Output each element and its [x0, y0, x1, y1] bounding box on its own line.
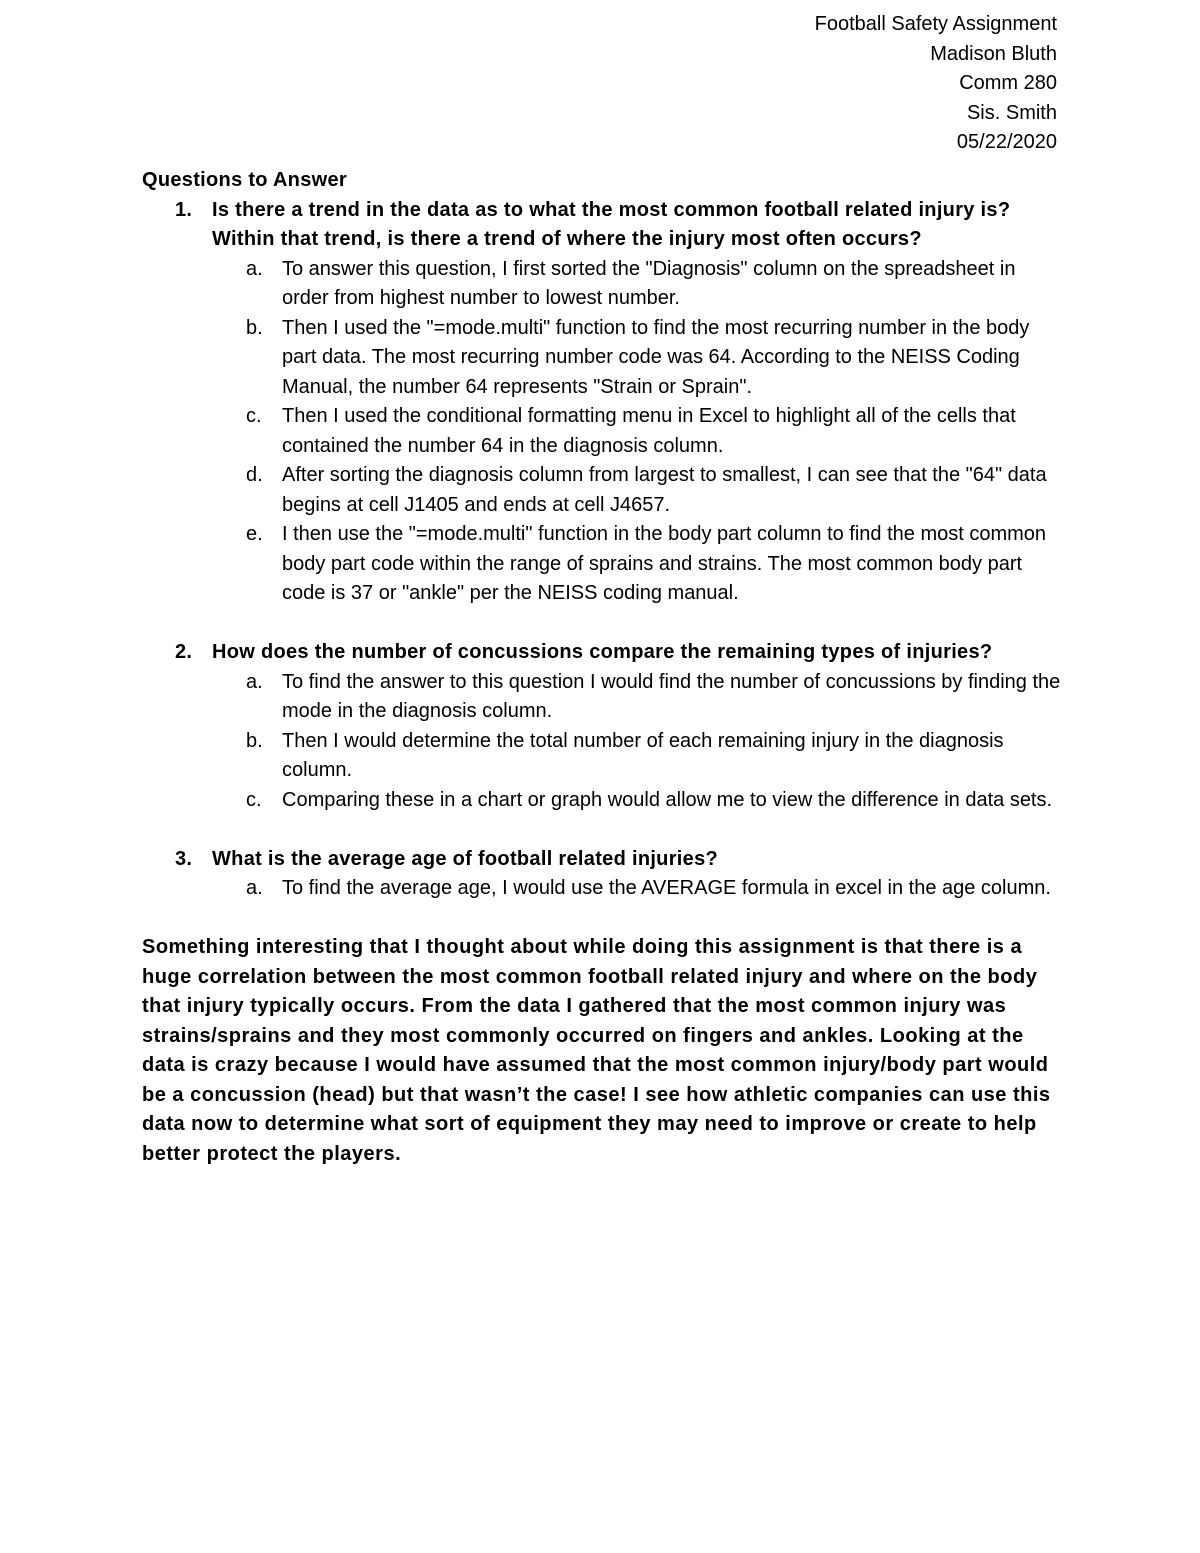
question-text: How does the number of concussions compare the remaining types of injuries? [212, 641, 993, 663]
instructor-name: Sis. Smith [966, 101, 1057, 124]
answer-text: Then I used the conditional formatting menu in Excel to highlight all of the cells that contained the number 64 in the diagnosis column. [282, 405, 1016, 457]
list-item [142, 402, 1062, 461]
list-item [142, 520, 1062, 609]
answer-text: Then I would determine the total number of each remaining injury in the diagnosis column. [282, 729, 1004, 781]
list-item [142, 314, 1062, 403]
spacer [142, 815, 1062, 845]
list-marker: b. [246, 729, 263, 752]
list-marker: a. [246, 670, 263, 693]
answer-text: I then use the "=mode.multi" function in the body part column to find the most common body part code within the range of sprains and strains. The most common body part code is 37 or "ankle" per the NEISS coding manual. [282, 523, 1047, 604]
list-marker: e. [246, 523, 263, 545]
list-marker: d. [246, 464, 263, 486]
answer-list-3 [142, 874, 1062, 904]
list-item [142, 461, 1062, 520]
spacer [142, 904, 1062, 934]
list-item [142, 727, 1062, 786]
list-marker: c. [246, 405, 262, 427]
answer-text: To find the average age, I would use the AVERAGE formula in excel in the age column. [282, 877, 1051, 899]
list-item [142, 255, 1062, 314]
answer-text: Then I used the "=mode.multi" function to find the most recurring number in the body part data. The most recurring number code was 64. According to the NEISS Coding Manual, the number 64 represents "Strain or Sprain". [282, 316, 1030, 398]
document-header [815, 10, 1057, 158]
list-marker: a. [246, 877, 263, 899]
question-number: 2. [175, 641, 193, 663]
answer-text: After sorting the diagnosis column from largest to smallest, I can see that the "64" data begins at cell J1405 and ends at cell J4657. [282, 464, 1047, 516]
section-heading: Questions to Answer [142, 169, 347, 191]
answer-text: Comparing these in a chart or graph would allow me to view the difference in data sets. [282, 788, 1053, 811]
answer-text: To answer this question, I first sorted the "Diagnosis" column on the spreadsheet in order from highest number to lowest number. [282, 257, 1016, 309]
answer-list-2 [142, 668, 1062, 816]
list-marker: b. [246, 316, 263, 339]
answer-text: To find the answer to this question I would find the number of concussions by finding the mode in the diagnosis column. [282, 670, 1061, 722]
list-marker: a. [246, 257, 263, 280]
question-text: What is the average age of football related injuries? [212, 847, 719, 870]
list-item [142, 786, 1062, 816]
closing-paragraph: Something interesting that I thought about while doing this assignment is that there is a huge correlation between the most common football related injury and where on the body that injury typically occurs. From the data I gathered that the most common injury was strains/sprains and they most commonly occurred on fingers and ankles. Looking at the data is crazy because I would have assumed that the most common injury/body part would be a concussion (head) but that wasn’t the case! I see how athletic companies can use this data now to determine what sort of equipment they may need to improve or create to help better protect the players. [142, 936, 1051, 1165]
question-3 [142, 845, 1062, 875]
answer-list-1 [142, 255, 1062, 609]
list-item [142, 874, 1062, 904]
question-text: Is there a trend in the data as to what the most common football related injury is? Within that trend, is there a trend of where the injury most often occurs? [212, 198, 1011, 250]
question-1 [142, 196, 1062, 255]
document-body [142, 166, 1062, 1169]
list-marker: c. [246, 788, 262, 811]
course-name: Comm 280 [959, 72, 1057, 94]
question-number: 3. [175, 847, 193, 870]
question-2 [142, 638, 1062, 668]
author-name: Madison Bluth [930, 42, 1057, 65]
question-number: 1. [175, 198, 193, 221]
assignment-title: Football Safety Assignment [814, 13, 1057, 35]
spacer [142, 609, 1062, 639]
document-date: 05/22/2020 [956, 131, 1057, 153]
list-item [142, 668, 1062, 727]
